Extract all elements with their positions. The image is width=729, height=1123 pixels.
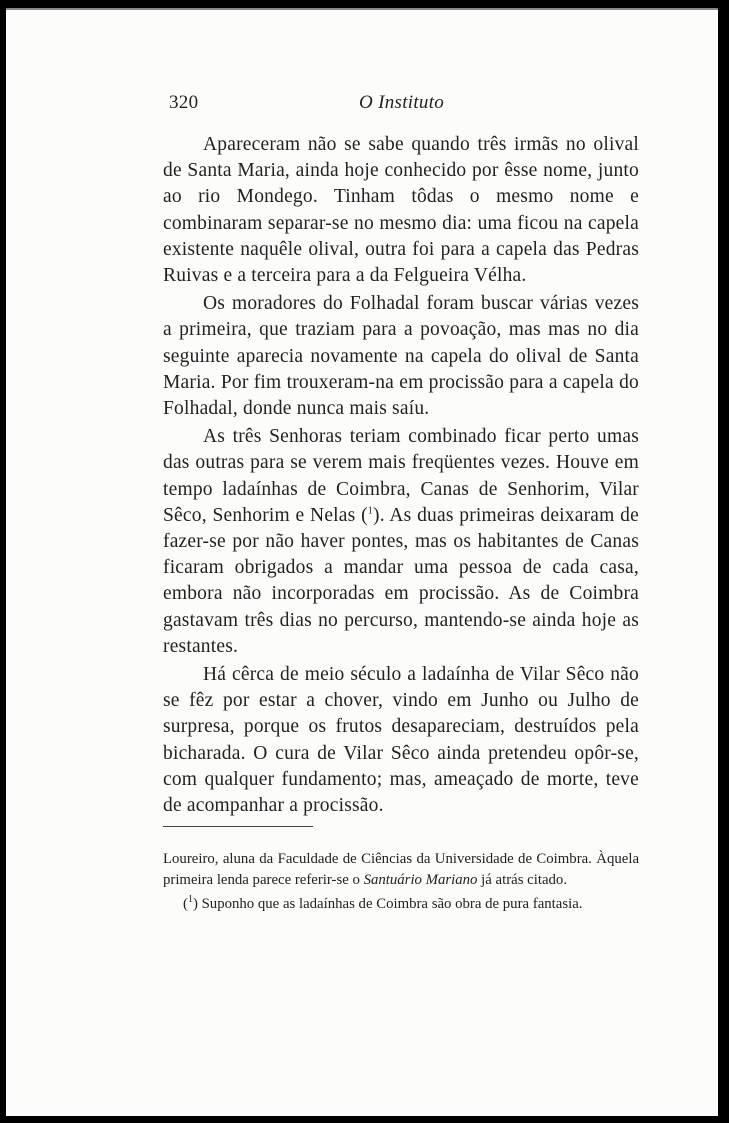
footnote-reference[interactable]: 1 [367, 505, 373, 517]
paragraph-1: Apareceram não se sabe quando três irmãs no olival de Santa Maria, ainda hoje conhecido por êsse nome, junto ao rio Mondego. Tinham tôdas o mesmo nome e combinaram separar-se no mesmo dia: uma ficou na capela existente naquêle olival, outra foi para a capela das Pedras Ruivas e a terceira para a da Felgueira Vélha. [163, 134, 639, 287]
footnote-1-mark: 1 [187, 894, 193, 906]
running-title: O Instituto [359, 92, 445, 113]
footnote-continuation [163, 849, 639, 891]
paragraph-3-end: ). As duas primeiras deixaram de fazer-se por não haver pontes, mas os habitantes de Canas ficaram obrigados a mandar uma pessoa de cada casa, embora não incorporadas em procissão. As de Coimbra gastavam três dias no percurso, mantendo-se ainda hoje as restantes. [163, 504, 639, 657]
paragraph-4: Há cêrca de meio século a ladaínha de Vilar Sêco não se fêz por estar a chover, vindo em Junho ou Julho de surpresa, porque os frutos desapareciam, destruídos pela bicharada. O cura de Vilar Sêco ainda pretendeu opôr-se, com qualquer fundamento; mas, ameaçado de morte, teve de acompanhar a procissão. [163, 664, 639, 817]
footnote-continuation-line-2-start: Àquela primeira lenda parece referir-se o [163, 851, 640, 888]
footnote-separator [163, 826, 313, 827]
footnote-1-open: ( [183, 896, 188, 912]
footnote-1 [163, 894, 639, 915]
footnote-continuation-line-1: Loureiro, aluna da Faculdade de Ciências da Universidade de Coimbra. [163, 851, 592, 867]
paragraph-2: Os moradores do Folhadal foram buscar várias vezes a primeira, que traziam para a povoação, mas mas no dia seguinte aparecia novamente na capela do olival de Santa Maria. Por fim trouxeram-na em procissão para a capela do Folhadal, donde nunca mais saíu. [163, 293, 639, 420]
page-header [169, 92, 645, 118]
footnote-continuation-line-2-end: já atrás citado. [477, 872, 568, 888]
footnote-cited-title: Santuário Mariano [363, 872, 478, 888]
page-number: 320 [169, 92, 199, 113]
footnote-1-text: ) Suponho que as ladaínhas de Coimbra são obra de pura fantasia. [192, 896, 583, 912]
body-text [163, 132, 639, 821]
paragraph-3-start: As três Senhoras teriam combinado ficar perto umas das outras para se verem mais freqüentes vezes. Houve em tempo ladaínhas de Coimbra, Canas de Senhorim, Vilar Sêco, Senhorim e Nelas ( [163, 426, 639, 526]
footnotes [163, 849, 639, 918]
paragraph-3 [163, 424, 639, 660]
